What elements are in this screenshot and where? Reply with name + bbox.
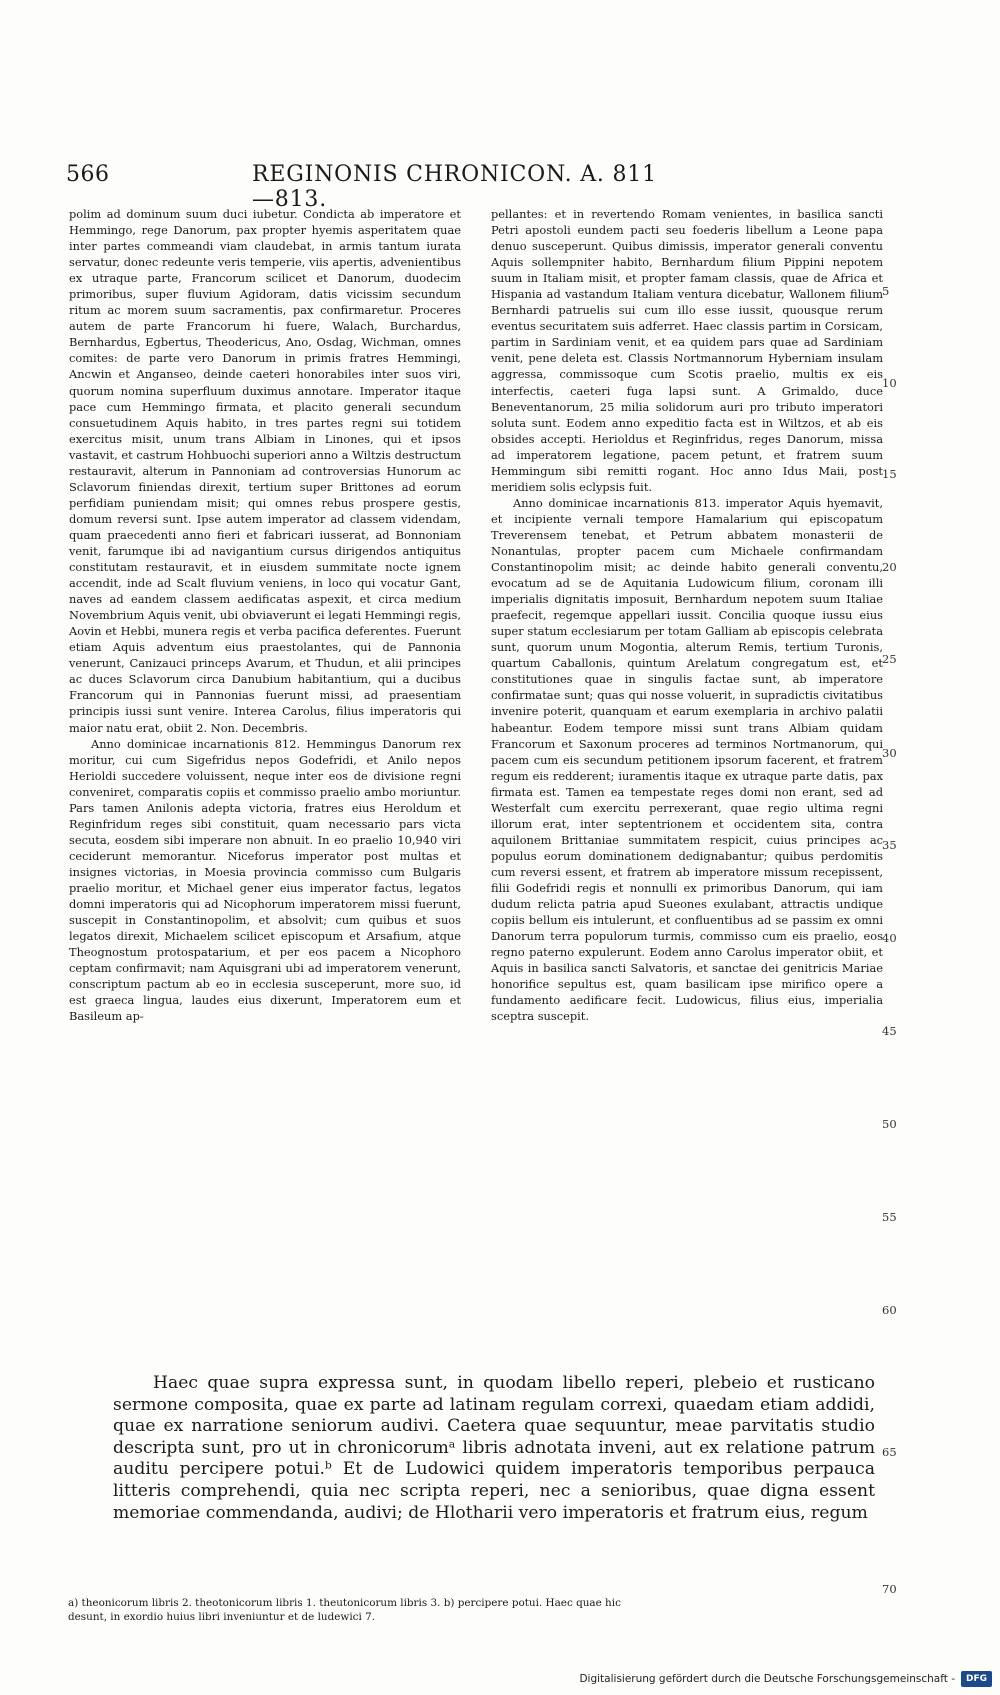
digitization-credit bbox=[579, 1671, 992, 1687]
footnotes bbox=[68, 1596, 880, 1624]
line-number: 60 bbox=[882, 1303, 897, 1317]
line-number: 35 bbox=[882, 838, 897, 852]
line-number: 50 bbox=[882, 1117, 897, 1131]
footnote-line: desunt, in exordio huius libri inveniuntur et de ludewici 7. bbox=[68, 1611, 376, 1623]
page-header bbox=[66, 162, 671, 212]
line-number: 55 bbox=[882, 1210, 897, 1224]
line-number: 25 bbox=[882, 652, 897, 666]
running-head: REGINONIS CHRONICON. A. 811—813. bbox=[252, 162, 657, 212]
paragraph-left-2: Anno dominicae incarnationis 812. Hemmingus Danorum rex moritur, cui cum Sigefridus nepos Godefridi, et Anilo nepos Herioldi succedere voluissent, neque inter eos de divisione regni conveniret, comparatis copiis et commisso praelio ambo moriuntur. Pars tamen Anilonis adepta victoria, fratres eius Heroldum et Reginfridum reges sibi constituit, quam necessario pars victa secuta, eosdem sibi imperare non abnuit. In eo praelio 10,940 viri ceciderunt memorantur. Niceforus imperator post multas et insignes victorias, in Moesia provincia commisso cum Bulgaris praelio moritur, et Michael gener eius imperator factus, legatos domni imperatoris qui ad Nicophorum imperatorem missi fuerunt, suscepit in Constantinopolim, et absolvit; cum quibus et suos legatos direxit, Michaelem scilicet episcopum et Arsafium, atque Theognostum protospatarium, et per eos pacem a Nicophoro ceptam confirmavit; nam Aquisgrani ubi ad imperatorem venerunt, conscriptum pactum ab eo in ecclesia susceperunt, more suo, id est graeca lingua, laudes eius dixerunt, Imperatorem eum et Basileum ap- bbox=[69, 736, 461, 1024]
line-number-margin bbox=[882, 0, 922, 1695]
left-column bbox=[69, 206, 461, 1024]
dfg-logo: DFG bbox=[961, 1671, 992, 1687]
paragraph-right-1: pellantes: et in revertendo Romam venientes, in basilica sancti Petri apostoli eundem pacti seu foederis libellum a Leone papa denuo susceperunt. Quibus dimissis, imperator generali conventu Aquis sollempniter habito, Bernhardum filium Pippini nepotem suum in Italiam misit, et propter famam classis, quae de Africa et Hispania ad vastandum Italiam ventura dicebatur, Wallonem filium Bernhardi patruelis sui cum illo esse iussit, quousque rerum eventus securitatem suis adferret. Haec classis partim in Corsicam, partim in Sardiniam venit, et ea quidem pars quae ad Sardiniam venit, pene deleta est. Classis Nortmannorum Hyberniam insulam aggressa, commissoque cum Scotis praelio, multis ex eis interfectis, caeteri fuga lapsi sunt. A Grimaldo, duce Beneventanorum, 25 milia solidorum auri pro tributo imperatori soluta sunt. Eodem anno expeditio facta est in Wiltzos, et ab eis obsides accepti. Herioldus et Reginfridus, reges Danorum, missa ad imperatorem legatione, pacem petunt, et fratrem suum Hemmingum sibi remitti rogant. Hoc anno Idus Maii, post meridiem solis eclypsis fuit. bbox=[491, 207, 883, 494]
line-number: 10 bbox=[882, 376, 897, 390]
line-number: 30 bbox=[882, 746, 897, 760]
credit-text: Digitalisierung gefördert durch die Deutsche Forschungsgemeinschaft - bbox=[579, 1673, 955, 1685]
line-number: 45 bbox=[882, 1024, 897, 1038]
line-number: 5 bbox=[882, 284, 890, 298]
main-text-block bbox=[113, 1373, 875, 1524]
paragraph-right-2: Anno dominicae incarnationis 813. imperator Aquis hyemavit, et incipiente vernali tempore Hamalarium qui episcopatum Treverensem tenebat, et Petrum abbatem monasterii de Nonantulas, propter pacem cum Michaele confirmandam Constantinopolim misit; ac deinde habito generali conventu, evocatum ad se de Aquitania Ludowicum filium, coronam illi imperialis dignitatis imposuit, Bernhardum nepotem suum Italiae praefecit, regemque appellari iussit. Concilia quoque iussu eius super statum ecclesiarum per totam Galliam ab episcopis celebrata sunt, quorum unum Mogontia, alterum Remis, tertium Turonis, quartum Caballonis, quintum Arelatum congregatum est, et constitutiones quae in singulis factae sunt, ab imperatore confirmatae sunt; quas qui nosse voluerit, in supradictis civitatibus invenire poterit, quanquam et earum exemplaria in archivo palatii habeantur. Eodem tempore missi sunt trans Albiam quidam Francorum et Saxonum proceres ad terminos Nortmanorum, qui pacem cum eis secundum petitionem ipsorum facerent, et fratrem regum eis redderent; iuramentis itaque ex utraque parte datis, pax firmata est. Tamen ea tempestate reges domi non erant, sed ad Westerfalt cum exercitu perrexerant, quae regio ultima regni illorum erat, inter septentrionem et occidentem sita, contra aquilonem Brittaniae summitatem respicit, cuius principes ac populus eorum dominationem dedignabantur; quibus perdomitis cum reversi essent, et fratrem ab imperatore missum recepissent, filii Godefridi regis et nonnulli ex primoribus Danorum, qui iam dudum relicta patria apud Sueones exulabant, attractis undique copiis bellum eis intulerunt, et confluentibus ad se passim ex omni Danorum terra populorum turmis, commisso cum eis praelio, eos regno paterno expulerunt. Eodem anno Carolus imperator obiit, et Aquis in basilica sancti Salvatoris, et sanctae dei genitricis Mariae honorifice sepultus est, quam basilicam ipse mirifico opere a fundamento aedificare fecit. Ludowicus, filius eius, imperialia sceptra suscepit. bbox=[491, 495, 883, 1024]
line-number: 70 bbox=[882, 1582, 897, 1596]
page-number: 566 bbox=[66, 162, 110, 187]
line-number: 15 bbox=[882, 467, 897, 481]
line-number: 65 bbox=[882, 1445, 897, 1459]
closing-paragraph: Haec quae supra expressa sunt, in quodam libello reperi, plebeio et rusticano sermone composita, quae ex parte ad latinam regulam correxi, quaedam etiam addidi, quae ex narratione seniorum audivi. Caetera quae sequuntur, meae parvitatis studio descripta sunt, pro ut in chronicorumᵃ libris adnotata inveni, aut ex relatione patrum auditu percipere potui.ᵇ Et de Ludowici quidem imperatoris temporibus perpauca litteris comprehendi, quia nec scripta reperi, nec a senioribus, quae digna essent memoriae commendanda, audivi; de Hlotharii vero imperatoris et fratrum eius, regum bbox=[113, 1373, 875, 1523]
right-column bbox=[491, 206, 883, 1024]
footnote-line: a) theonicorum libris 2. theotonicorum libris 1. theutonicorum libris 3. b) percipere potui. Haec quae hic bbox=[68, 1597, 621, 1609]
line-number: 40 bbox=[882, 931, 897, 945]
line-number: 20 bbox=[882, 560, 897, 574]
paragraph-left-1: polim ad dominum suum duci iubetur. Condicta ab imperatore et Hemmingo, rege Danorum, pax propter hyemis asperitatem quae inter partes commeandi viam claudebat, in armis tantum iurata servatur, donec redeunte veris temperie, viis apertis, advenientibus ex utraque parte, Francorum scilicet et Danorum, duodecim primoribus, super fluvium Agidoram, datis vicissim secundum ritum ac morem suum sacramentis, pax confirmaretur. Proceres autem de parte Francorum hi fuere, Walach, Burchardus, Bernhardus, Egbertus, Theodericus, Ano, Osdag, Wichman, omnes comites: de parte vero Danorum in primis fratres Hemmingi, Ancwin et Anganseo, deinde caeteri honorabiles inter suos viri, quorum nomina superfluum duximus annotare. Imperator itaque pace cum Hemmingo firmata, et placito generali secundum consuetudinem Aquis habito, in tres partes regni sui totidem exercitus misit, unum trans Albiam in Linones, qui et ipsos vastavit, et castrum Hohbuochi superiori anno a Wiltzis destructum restauravit, alterum in Pannoniam ad controversias Hunorum ac Sclavorum finiendas direxit, tertium super Brittones ad eorum perfidiam puniendam misit; qui omnes rebus prospere gestis, domum reversi sunt. Ipse autem imperator ad classem videndam, quam praecedenti anno fieri et fabricari iusserat, ad Bonnoniam venit, farumque ibi ad navigantium cursus dirigendos antiquitus constitutam restauravit, et in eiusdem summitate nocte ignem accendit, inde ad Scalt fluvium veniens, in loco qui vocatur Gant, naves ad eandem classem aedificatas aspexit, et circa medium Novembrium Aquis venit, ubi obviaverunt ei legati Hemmingi regis, Aovin et Hebbi, munera regis et verba pacifica deferentes. Fuerunt etiam Aquis adventum eius praestolantes, qui de Pannonia venerunt, Canizauci princeps Avarum, et Thudun, et alii principes ac duces Sclavorum circa Danubium habitantium, qui a ducibus Francorum qui in Pannonias fuerunt missi, ad praesentiam principis iussi sunt venire. Interea Carolus, filius imperatoris qui maior natu erat, obiit 2. Non. Decembris. bbox=[69, 207, 461, 735]
